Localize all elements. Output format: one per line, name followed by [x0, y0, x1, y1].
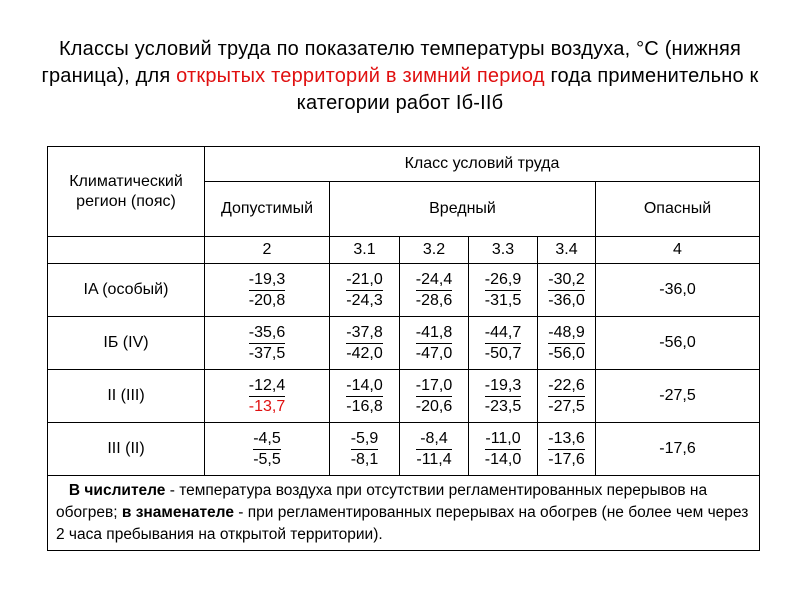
header-class: Класс условий труда: [205, 147, 760, 182]
note-text-2: - при регламентированных перерывах на обогрев (не более чем через 2 часа пребывания на открытой территории).: [56, 504, 749, 543]
numerator: -30,2: [548, 270, 584, 291]
table-row: [48, 317, 760, 370]
header-dangerous: Опасный: [596, 182, 760, 237]
value-cell: [400, 317, 469, 370]
value-cell: [469, 264, 538, 317]
value-cell: [469, 317, 538, 370]
value-cell: [538, 264, 596, 317]
value-cell: [538, 370, 596, 423]
numerator: -8,4: [416, 429, 451, 450]
denominator: -37,5: [248, 344, 286, 362]
region-label: IБ (IV): [48, 317, 205, 370]
value-cell: [400, 370, 469, 423]
dangerous-value: -27,5: [596, 370, 760, 423]
numerator: -26,9: [485, 270, 521, 291]
dangerous-value: -17,6: [596, 423, 760, 476]
region-label: II (III): [48, 370, 205, 423]
code-empty: [48, 237, 205, 264]
numerator: -41,8: [416, 323, 452, 344]
numerator: -44,7: [485, 323, 521, 344]
page-title: [30, 36, 770, 117]
numerator: -12,4: [249, 376, 285, 397]
value-cell: [538, 423, 596, 476]
value-cell: [330, 370, 400, 423]
code-cell: 3.3: [469, 237, 538, 264]
region-label: IA (особый): [48, 264, 205, 317]
numerator: -11,0: [485, 429, 521, 450]
code-cell: 3.4: [538, 237, 596, 264]
value-cell: [205, 264, 330, 317]
denominator: -28,6: [415, 291, 453, 309]
numerator: -24,4: [416, 270, 452, 291]
header-allowed: Допустимый: [205, 182, 330, 237]
numerator: -21,0: [346, 270, 382, 291]
numerator: -37,8: [346, 323, 382, 344]
value-cell: [330, 423, 400, 476]
value-cell: [330, 317, 400, 370]
value-cell: [469, 423, 538, 476]
value-cell: [469, 370, 538, 423]
value-cell: [330, 264, 400, 317]
dangerous-value: -56,0: [596, 317, 760, 370]
header-region: Климатический регион (пояс): [48, 147, 205, 237]
numerator: -4,5: [253, 429, 281, 450]
note-numerator-label: В числителе: [68, 482, 166, 499]
dangerous-value: -36,0: [596, 264, 760, 317]
denominator: -8,1: [350, 450, 379, 468]
numerator: -19,3: [249, 270, 285, 291]
value-cell: [205, 370, 330, 423]
title-part1: Классы условий труда по показателю температуры воздуха, °С (нижняя граница), для: [41, 38, 742, 87]
numerator: -19,3: [485, 376, 521, 397]
title-highlight: открытых территорий в зимний период: [176, 65, 545, 87]
value-cell: [538, 317, 596, 370]
code-cell: 3.2: [400, 237, 469, 264]
denominator: -42,0: [346, 344, 383, 362]
denominator-highlighted: -13,7: [248, 397, 286, 415]
table-footnote: [48, 476, 760, 551]
code-cell: 2: [205, 237, 330, 264]
denominator: -36,0: [548, 291, 585, 309]
numerator: -17,0: [416, 376, 452, 397]
value-cell: [400, 423, 469, 476]
denominator: -20,8: [248, 291, 286, 309]
numerator: -22,6: [548, 376, 584, 397]
denominator: -47,0: [415, 344, 453, 362]
denominator: -5,5: [253, 450, 281, 468]
note-text-1: - температура воздуха при отсутствии регламентированных перерывов на обогрев;: [56, 482, 708, 521]
code-cell: 3.1: [330, 237, 400, 264]
numerator: -13,6: [548, 429, 584, 450]
denominator: -16,8: [346, 397, 383, 415]
value-cell: [400, 264, 469, 317]
numerator: -5,9: [351, 429, 379, 450]
header-harmful: Вредный: [330, 182, 596, 237]
value-cell: [205, 317, 330, 370]
table-row: [48, 423, 760, 476]
working-conditions-table: [47, 146, 760, 551]
numerator: -14,0: [346, 376, 382, 397]
numerator: -35,6: [249, 323, 285, 344]
denominator: -17,6: [548, 450, 585, 468]
denominator: -24,3: [346, 291, 383, 309]
denominator: -27,5: [548, 397, 585, 415]
value-cell: [205, 423, 330, 476]
table-row: [48, 370, 760, 423]
numerator: -48,9: [548, 323, 584, 344]
denominator: -50,7: [484, 344, 522, 362]
region-label: III (II): [48, 423, 205, 476]
denominator: -20,6: [415, 397, 453, 415]
table-row: [48, 264, 760, 317]
denominator: -14,0: [484, 450, 522, 468]
title-part2: года применительно к категории работ Iб-IIб: [296, 65, 759, 114]
denominator: -31,5: [484, 291, 522, 309]
denominator: -56,0: [548, 344, 585, 362]
note-denominator-label: в знаменателе: [121, 504, 234, 521]
denominator: -11,4: [416, 450, 452, 468]
code-cell: 4: [596, 237, 760, 264]
denominator: -23,5: [484, 397, 522, 415]
